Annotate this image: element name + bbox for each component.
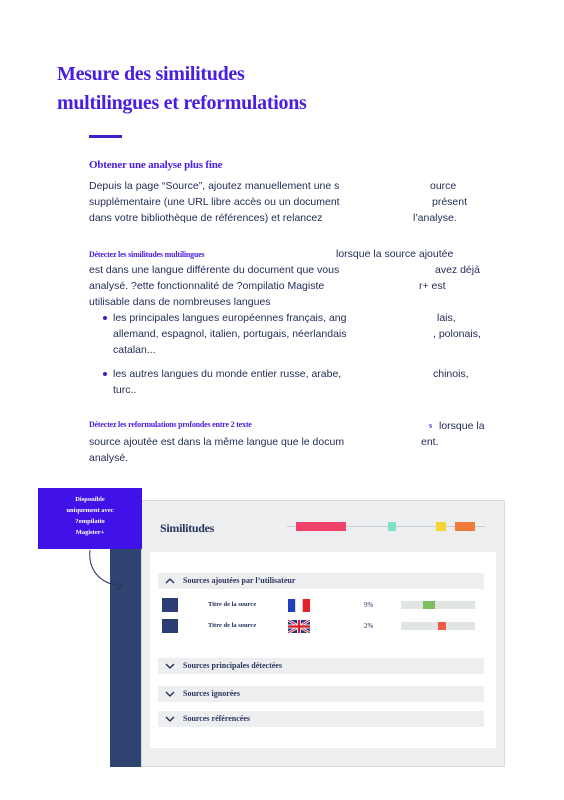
badge-line-2: uniquement avec — [66, 507, 114, 514]
uk-flag-icon — [288, 620, 310, 633]
s3-line-3: analysé. — [89, 452, 129, 464]
section-added-sources[interactable] — [158, 573, 484, 589]
section-2-heading: Détectez les similitudes multilingues — [89, 250, 205, 259]
similarity-bar-fill — [423, 601, 435, 609]
bullet-dot-1 — [103, 316, 107, 320]
bullet-2-line-1b: chinois, — [433, 368, 469, 380]
spark-segment-1 — [296, 522, 346, 531]
bullet-2-line-2: turc.. — [113, 384, 137, 396]
s2-line-2b: avez déjà — [435, 264, 480, 276]
s1-line-3b: l’analyse. — [413, 212, 457, 224]
source-thumbnail-icon — [162, 598, 178, 612]
spark-segment-2 — [388, 522, 396, 531]
source-row[interactable] — [160, 598, 480, 612]
spark-segment-3 — [436, 522, 446, 531]
chevron-down-icon — [164, 686, 176, 702]
source-percent: 2% — [364, 622, 374, 630]
source-row[interactable] — [160, 619, 480, 633]
chevron-down-icon — [164, 658, 176, 674]
bullet-1-line-2a: allemand, espagnol, italien, portugais, néerlandais — [113, 328, 347, 340]
s1-line-2a: supplémentaire (une URL libre accès ou un document — [89, 196, 340, 208]
s1-line-3a: dans votre bibliothèque de références) et relancez — [89, 212, 323, 224]
bullet-dot-2 — [103, 372, 107, 376]
title-line-1: Mesure des similitudes — [57, 63, 245, 85]
title-line-2: multilingues et reformulations — [57, 92, 307, 114]
panel-title: Similitudes — [160, 521, 215, 535]
s3-line-1: lorsque la — [439, 420, 485, 432]
section-referenced-label: Sources référencées — [183, 714, 251, 723]
similarities-panel — [141, 500, 505, 767]
section-added-label: Sources ajoutées par l’utilisateur — [183, 576, 296, 585]
page-title — [57, 60, 497, 118]
badge-line-3: ?ompilatio — [75, 518, 105, 525]
chevron-up-icon — [164, 573, 176, 589]
badge-line-4: Magister+ — [75, 529, 105, 536]
s2-line-1: lorsque la source ajoutée — [336, 248, 454, 260]
badge-line-1: Disponible — [75, 496, 105, 503]
section-detected-sources[interactable] — [158, 658, 484, 674]
bullet-1-line-1b: lais, — [437, 312, 456, 324]
section-detected-label: Sources principales détectées — [183, 661, 282, 670]
availability-badge — [38, 488, 142, 549]
s2-line-3a: analysé. ?ette fonctionnalité de ?ompilatio Magiste — [89, 280, 325, 292]
bullet-2-line-1a: les autres langues du monde entier russe, arabe, — [113, 368, 342, 380]
pointer-arrow-icon — [80, 548, 130, 593]
s2-line-4: utilisable dans de nombreuses langues — [89, 296, 271, 308]
section-ignored-sources[interactable] — [158, 686, 484, 702]
similarity-bar — [401, 622, 475, 630]
section-1-heading: Obtener une analyse plus fine — [89, 159, 223, 171]
section-referenced-sources[interactable] — [158, 711, 484, 727]
similarity-bar — [401, 601, 475, 609]
bullet-1-line-2b: , polonais, — [433, 328, 481, 340]
s3-line-2a: source ajoutée est dans la même langue que le docum — [89, 436, 345, 448]
section-ignored-label: Sources ignorées — [183, 689, 240, 698]
s1-line-1a: Depuis la page “Source”, ajoutez manuellement une s — [89, 180, 340, 192]
bullet-1-line-3: catalan... — [113, 344, 156, 356]
sources-list — [150, 552, 496, 748]
chevron-down-icon — [164, 711, 176, 727]
source-thumbnail-icon — [162, 619, 178, 633]
bullet-1-line-1a: les principales langues européennes français, ang — [113, 312, 347, 324]
s3-heading-tail: s — [429, 421, 433, 430]
s1-line-2b: présent — [432, 196, 468, 208]
section-3-heading: Détectez les reformulations profondes entre 2 texte — [89, 420, 252, 429]
title-underline — [89, 135, 122, 138]
s3-line-2b: ent. — [421, 436, 439, 448]
similarity-bar-fill — [438, 622, 446, 630]
s2-line-2a: est dans une langue différente du document que vous — [89, 264, 340, 276]
france-flag-icon — [288, 599, 310, 612]
s2-line-3b: r+ est — [419, 280, 446, 292]
s1-line-1b: ource — [430, 180, 457, 192]
spark-segment-4 — [455, 522, 475, 531]
source-percent: 9% — [364, 601, 374, 609]
source-title: Titre de la source — [208, 601, 257, 608]
source-title: Titre de la source — [208, 622, 257, 629]
